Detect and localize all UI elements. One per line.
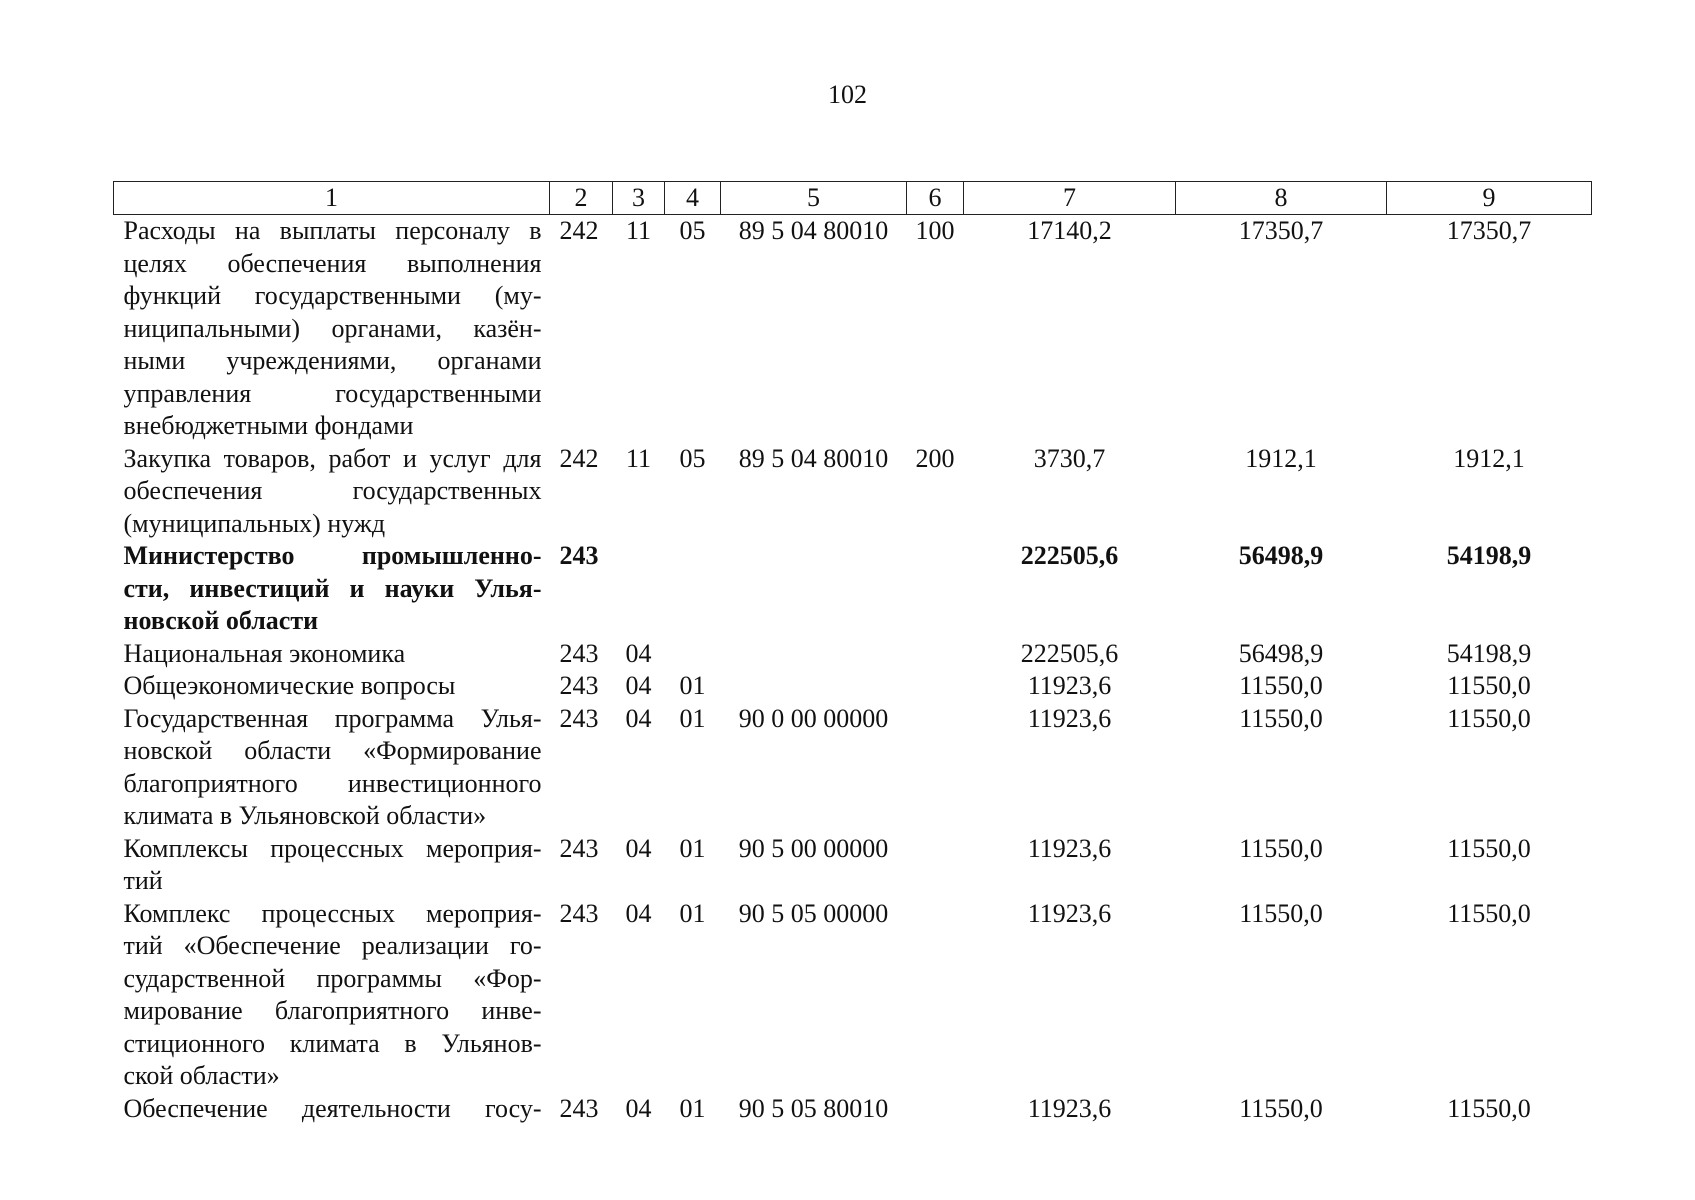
header-col-3: 3	[613, 182, 665, 215]
code-4-cell: 01	[679, 833, 706, 863]
amount-7-cell: 11923,6	[1027, 898, 1112, 928]
header-col-2: 2	[550, 182, 613, 215]
row-name-line: внебюджетными фондами	[123, 411, 414, 440]
code-5-cell: 90 5 05 80010	[738, 1093, 889, 1123]
code-2-cell: 243	[559, 703, 599, 733]
row-name-cell	[114, 833, 550, 898]
row-name-line: Расходы на выплаты персоналу в	[123, 216, 542, 245]
header-col-1: 1	[114, 182, 550, 215]
page-number: 102	[828, 80, 867, 109]
amount-8-cell: 11550,0	[1239, 703, 1323, 733]
row-name-line: Обеспечение деятельности госу-	[123, 1093, 542, 1123]
amount-9-cell: 17350,7	[1446, 216, 1532, 245]
row-name-line: Закупка товаров, работ и услуг для	[123, 443, 542, 473]
amount-7-cell: 222505,6	[1020, 541, 1119, 570]
amount-7-cell: 17140,2	[1027, 216, 1112, 245]
code-5-cell: 90 5 00 00000	[738, 833, 889, 863]
row-name-line: мирование благоприятного инве-	[123, 996, 542, 1025]
amount-9-cell: 11550,0	[1447, 703, 1531, 733]
code-3-cell: 04	[625, 833, 652, 863]
amount-8-cell: 11550,0	[1239, 671, 1323, 700]
row-name-line: тий	[123, 866, 163, 895]
amount-7-cell: 11923,6	[1027, 671, 1112, 700]
row-name-line: функций государственными (му-	[123, 281, 542, 310]
row-name-line: новской области	[123, 606, 319, 635]
code-2-cell: 242	[559, 216, 599, 245]
table-row	[114, 703, 1592, 833]
amount-9-cell: 11550,0	[1447, 833, 1531, 863]
code-3-cell: 04	[625, 898, 652, 928]
code-4-cell: 01	[679, 671, 706, 700]
amount-9-cell: 11550,0	[1447, 671, 1531, 700]
amount-7-cell: 11923,6	[1027, 703, 1112, 733]
row-name-line: новской области «Формирование	[123, 736, 542, 765]
amount-7-cell: 3730,7	[1033, 443, 1106, 473]
amount-8-cell: 11550,0	[1239, 898, 1323, 928]
header-row	[114, 182, 1592, 215]
code-3-cell: 04	[625, 703, 652, 733]
code-6-cell	[907, 670, 964, 703]
code-6-cell	[907, 540, 964, 638]
amount-9-cell: 11550,0	[1447, 898, 1531, 928]
row-name-line: Государственная программа Улья-	[123, 703, 542, 733]
budget-table	[113, 181, 1592, 1125]
code-4-cell: 05	[679, 216, 706, 245]
row-name-cell	[114, 1093, 550, 1126]
row-name-line: тий «Обеспечение реализации го-	[123, 931, 542, 960]
amount-9-cell: 1912,1	[1453, 443, 1525, 473]
row-name-line: стиционного климата в Ульянов-	[123, 1028, 542, 1058]
code-6-cell	[907, 898, 964, 1093]
row-name-line: (муниципальных) нужд	[123, 508, 386, 538]
code-5-cell: 90 5 05 00000	[738, 898, 889, 928]
code-4-cell: 01	[679, 1093, 706, 1123]
amount-7-cell: 11923,6	[1027, 833, 1112, 863]
header-col-9: 9	[1387, 182, 1592, 215]
code-4-cell	[665, 540, 721, 638]
code-2-cell: 243	[559, 833, 599, 863]
code-3-cell: 04	[625, 1093, 652, 1123]
row-name-line: Комплекс процессных мероприя-	[123, 898, 542, 928]
row-name-line: ными учреждениями, органами	[123, 346, 542, 375]
code-6-cell	[907, 1093, 964, 1126]
row-name-line: ской области»	[123, 1061, 280, 1090]
amount-7-cell: 222505,6	[1020, 638, 1119, 668]
amount-8-cell: 56498,9	[1238, 638, 1324, 668]
row-name-line: обеспечения государственных	[123, 476, 542, 505]
code-3-cell	[613, 540, 665, 638]
amount-9-cell: 54198,9	[1446, 638, 1532, 668]
amount-9-cell: 11550,0	[1447, 1093, 1531, 1123]
code-5-cell	[721, 638, 907, 671]
row-name-cell	[114, 540, 550, 638]
code-2-cell: 242	[559, 443, 599, 473]
table-row	[114, 833, 1592, 898]
header-col-6: 6	[907, 182, 964, 215]
row-name-line: ниципальными) органами, казён-	[123, 313, 542, 343]
row-name-cell	[114, 638, 550, 671]
code-2-cell: 243	[559, 638, 599, 668]
code-6-cell	[907, 833, 964, 898]
row-name-cell	[114, 215, 550, 443]
code-6-cell: 200	[915, 443, 955, 473]
table-row	[114, 670, 1592, 703]
row-name-line: Национальная экономика	[123, 638, 406, 668]
amount-8-cell: 56498,9	[1238, 541, 1324, 570]
row-name-line: сударственной программы «Фор-	[123, 963, 542, 993]
row-name-cell	[114, 703, 550, 833]
code-2-cell: 243	[559, 671, 599, 700]
row-name-line: сти, инвестиций и науки Улья-	[123, 573, 542, 603]
row-name-line: управления государственными	[123, 378, 542, 408]
code-3-cell: 11	[625, 216, 652, 245]
amount-8-cell: 17350,7	[1238, 216, 1324, 245]
code-2-cell: 243	[559, 541, 599, 570]
table-row	[114, 1093, 1592, 1126]
table-row	[114, 898, 1592, 1093]
code-4-cell: 01	[679, 703, 706, 733]
header-col-4: 4	[665, 182, 721, 215]
amount-8-cell: 11550,0	[1239, 1093, 1323, 1123]
table-row	[114, 215, 1592, 443]
code-3-cell: 04	[625, 638, 652, 668]
amount-8-cell: 1912,1	[1245, 443, 1317, 473]
code-5-cell	[721, 540, 907, 638]
row-name-line: Министерство промышленно-	[123, 541, 542, 570]
table-row	[114, 638, 1592, 671]
table-row	[114, 443, 1592, 541]
code-5-cell	[721, 670, 907, 703]
code-2-cell: 243	[559, 898, 599, 928]
code-3-cell: 11	[625, 443, 652, 473]
code-3-cell: 04	[625, 671, 652, 700]
code-5-cell: 89 5 04 80010	[738, 216, 889, 245]
code-6-cell	[907, 638, 964, 671]
code-6-cell: 100	[915, 216, 955, 245]
row-name-cell	[114, 670, 550, 703]
header-col-7: 7	[964, 182, 1176, 215]
code-2-cell: 243	[559, 1093, 599, 1123]
amount-9-cell: 54198,9	[1446, 541, 1532, 570]
header-col-8: 8	[1176, 182, 1387, 215]
amount-7-cell: 11923,6	[1027, 1093, 1112, 1123]
row-name-line: Общеэкономические вопросы	[123, 671, 456, 700]
code-4-cell	[665, 638, 721, 671]
code-6-cell	[907, 703, 964, 833]
code-5-cell: 90 0 00 00000	[738, 703, 889, 733]
code-4-cell: 05	[679, 443, 706, 473]
row-name-cell	[114, 898, 550, 1093]
row-name-line: целях обеспечения выполнения	[123, 248, 542, 278]
table-body	[114, 215, 1592, 1126]
table-row	[114, 540, 1592, 638]
row-name-cell	[114, 443, 550, 541]
code-4-cell: 01	[679, 898, 706, 928]
row-name-line: климата в Ульяновской области»	[123, 801, 487, 830]
row-name-line: благоприятного инвестиционного	[123, 768, 542, 798]
row-name-line: Комплексы процессных мероприя-	[123, 833, 542, 863]
amount-8-cell: 11550,0	[1239, 833, 1323, 863]
header-col-5: 5	[721, 182, 907, 215]
code-5-cell: 89 5 04 80010	[738, 443, 889, 473]
